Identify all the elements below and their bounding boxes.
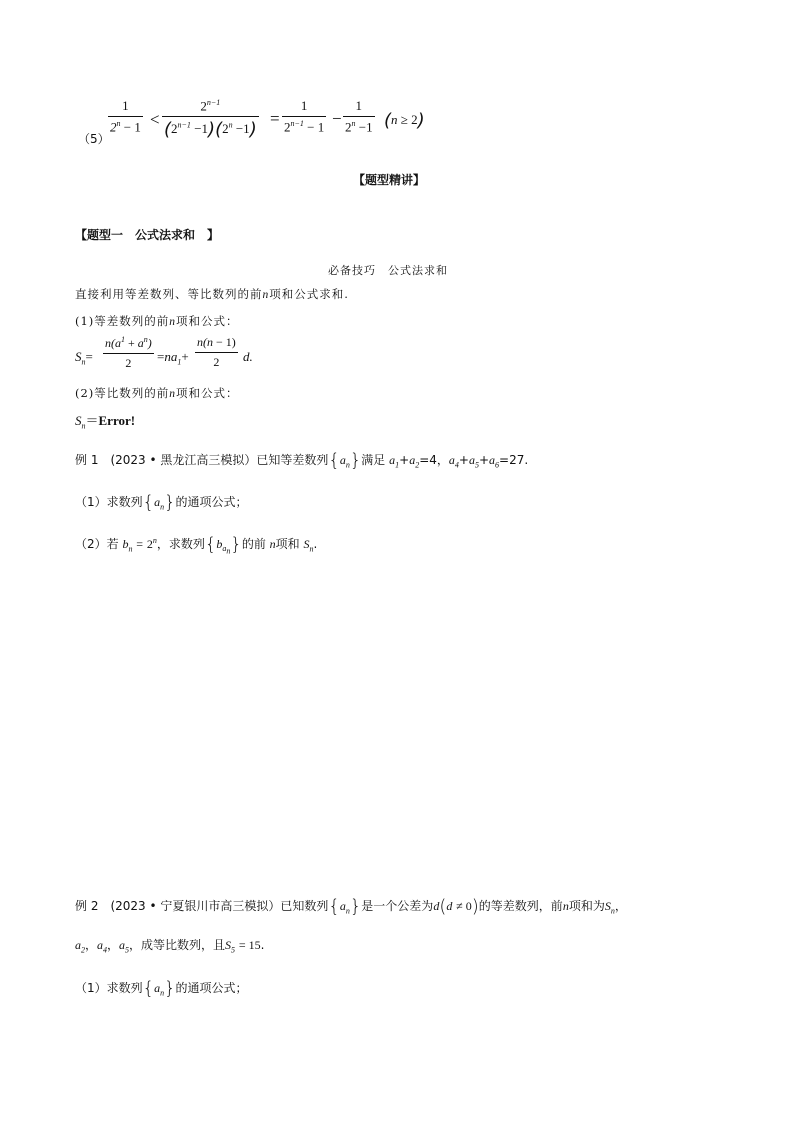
lhs-fraction: $\frac{1}{2^n - 1}$: [110, 98, 141, 135]
example2-line2: $a_2$，$a_4$，$a_5$，成等比数列，且$S_5 = 15$.: [75, 938, 265, 955]
rhs-fraction-1: $\frac{1}{2^{n-1} - 1}$: [284, 98, 325, 135]
rhs-fraction-2: $\frac{1}{2^n -1}$: [345, 98, 373, 135]
less-than-sign: <: [150, 110, 160, 129]
item-label: （5）: [78, 132, 110, 146]
example2-title: 例 2 (2023 • 宁夏银川市高三模拟）已知数列$\{a_n\}$是一个公差为d(d ≠ 0)的等差数列，前n项和为$S_n$，: [75, 896, 627, 917]
equals-sign: =: [270, 109, 280, 128]
condition: (n ≥ 2): [384, 110, 425, 131]
example1-q1: （1）求数列$\{a_n\}$的通项公式；: [75, 492, 248, 513]
geom-label: (2)等比数列的前n项和公式：: [75, 386, 239, 400]
example1-q2: （2）若 $b_n = 2^n$，求数列$\{b_{a_n}\}$的前 n项和 $S_n$.: [75, 534, 318, 556]
skill-heading: 必备技巧 公式法求和: [328, 264, 448, 277]
minus-sign: −: [332, 109, 342, 128]
arith-label: (1)等差数列的前n项和公式：: [75, 314, 239, 328]
section-heading: 【题型精讲】: [353, 173, 426, 187]
example1-title: 例 1 (2023 • 黑龙江高三模拟）已知等差数列$\{a_n\}$满足 $a_1+a_2=4$，$a_4+a_5+a_6=27$.: [75, 450, 529, 471]
type1-title: 【题型一 公式法求和 】: [75, 228, 220, 242]
intro-text: 直接利用等差数列、等比数列的前n项和公式求和.: [75, 287, 349, 301]
example2-q1: （1）求数列$\{a_n\}$的通项公式；: [75, 978, 248, 999]
error-text: Error!: [98, 413, 136, 428]
middle-fraction: $\frac{2^{n-1}}{(2^{n-1} -1)(2^n -1)}$: [164, 98, 257, 141]
geom-formula: $S_n=Error$!: [75, 413, 136, 431]
